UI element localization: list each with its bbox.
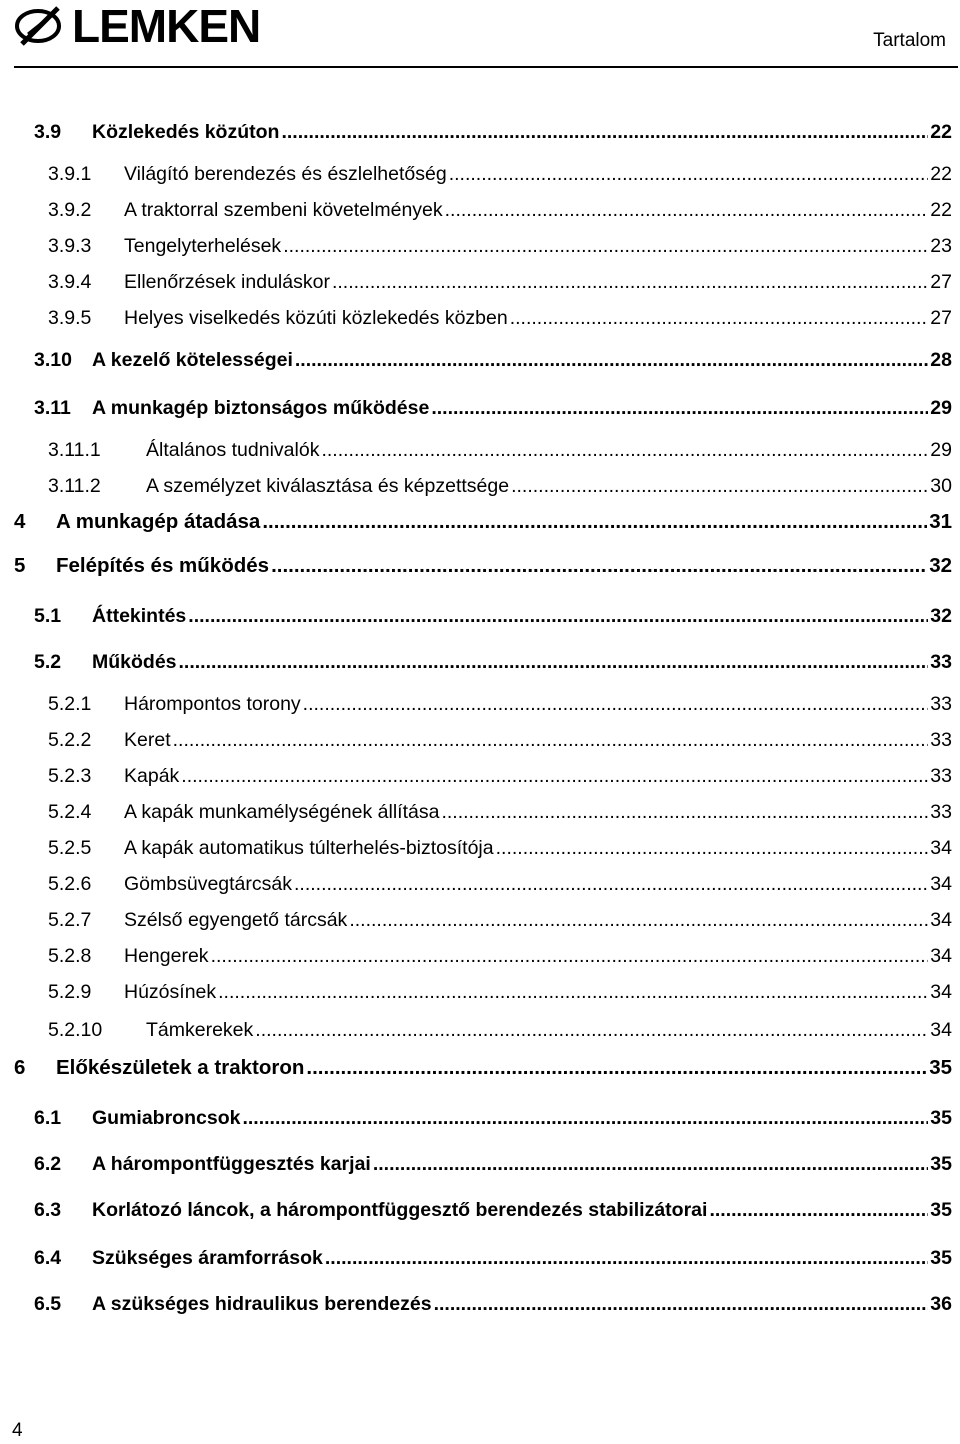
toc-entry-number: 5.1 (34, 605, 62, 627)
toc-leader-dots (321, 436, 928, 464)
toc-entry-page: 33 (930, 693, 952, 715)
toc-entry[interactable] (0, 726, 960, 754)
toc-entry-number: 3.9.1 (48, 163, 92, 185)
toc-leader-dots (218, 978, 928, 1006)
toc-leader-dots (271, 552, 927, 580)
toc-entry-number: 6.3 (34, 1199, 62, 1221)
toc-entry-page: 30 (930, 475, 952, 497)
toc-entry-title: Gumiabroncsok (92, 1107, 241, 1129)
toc-entry-number: 3.11.1 (48, 439, 101, 461)
toc-leader-dots (709, 1196, 928, 1224)
toc-leader-dots (349, 906, 928, 934)
toc-leader-dots (242, 1104, 928, 1132)
toc-entry-number: 3.11.2 (48, 475, 101, 497)
toc-entry[interactable] (0, 762, 960, 790)
toc-entry-number: 3.9.4 (48, 271, 92, 293)
toc-entry-number: 3.11 (34, 397, 71, 419)
toc-entry-title: Támkerekek (146, 1019, 254, 1041)
toc-entry-title: Korlátozó láncok, a hárompontfüggesztő berendezés stabilizátorai (92, 1199, 708, 1221)
header-divider (14, 66, 958, 68)
toc-leader-dots (211, 942, 929, 970)
toc-leader-dots (445, 196, 929, 224)
toc-entry-number: 3.9 (34, 121, 62, 143)
toc-entry-page: 29 (930, 439, 952, 461)
toc-entry-number: 5.2.5 (48, 837, 92, 859)
toc-entry[interactable] (0, 508, 960, 536)
toc-entry-title: Szükséges áramforrások (92, 1247, 323, 1269)
toc-entry-title: Tengelyterhelések (124, 235, 282, 257)
toc-entry[interactable] (0, 648, 960, 676)
toc-entry[interactable] (0, 906, 960, 934)
toc-leader-dots (255, 1016, 928, 1044)
toc-entry[interactable] (0, 160, 960, 188)
toc-entry-number: 4 (14, 510, 26, 533)
toc-entry[interactable] (0, 346, 960, 374)
toc-leader-dots (173, 726, 929, 754)
toc-entry[interactable] (0, 436, 960, 464)
toc-entry-number: 5.2.2 (48, 729, 92, 751)
lemken-logo (14, 2, 260, 50)
toc-entry-page: 34 (930, 981, 952, 1003)
toc-entry-page: 34 (930, 1019, 952, 1041)
toc-leader-dots (303, 690, 929, 718)
toc-entry-number: 5.2.7 (48, 909, 92, 931)
toc-entry[interactable] (0, 834, 960, 862)
toc-entry-number: 6.1 (34, 1107, 62, 1129)
toc-entry-title: A kezelő kötelességei (92, 349, 293, 371)
toc-entry-number: 5.2.10 (48, 1019, 103, 1041)
toc-entry-title: A traktorral szembeni követelmények (124, 199, 443, 221)
toc-entry-page: 34 (930, 873, 952, 895)
toc-leader-dots (510, 304, 929, 332)
toc-entry-number: 6.2 (34, 1153, 62, 1175)
toc-entry-page: 35 (930, 1107, 952, 1129)
toc-entry-title: A kapák automatikus túlterhelés-biztosítója (124, 837, 494, 859)
toc-entry-page: 34 (930, 837, 952, 859)
toc-leader-dots (511, 472, 928, 500)
toc-entry-page: 32 (930, 605, 952, 627)
toc-entry[interactable] (0, 304, 960, 332)
toc-leader-dots (431, 394, 928, 422)
page-number: 4 (12, 1420, 23, 1441)
toc-leader-dots (294, 870, 928, 898)
toc-entry-number: 6.5 (34, 1293, 62, 1315)
toc-entry-page: 33 (930, 801, 952, 823)
toc-entry-page: 22 (930, 163, 952, 185)
toc-entry-title: Közlekedés közúton (92, 121, 280, 143)
toc-leader-dots (283, 232, 928, 260)
toc-entry-page: 22 (930, 199, 952, 221)
toc-entry[interactable] (0, 472, 960, 500)
toc-entry-title: Világító berendezés és észlelhetőség (124, 163, 447, 185)
toc-entry-page: 31 (929, 510, 952, 533)
toc-entry-number: 5 (14, 554, 26, 577)
toc-entry-title: A kapák munkamélységének állítása (124, 801, 440, 823)
toc-leader-dots (179, 648, 929, 676)
toc-entry-page: 34 (930, 945, 952, 967)
toc-entry-title: Áttekintés (92, 605, 187, 627)
toc-leader-dots (281, 118, 928, 146)
toc-entry-number: 5.2.9 (48, 981, 92, 1003)
toc-entry-title: Gömbsüvegtárcsák (124, 873, 292, 895)
toc-entry-page: 27 (930, 307, 952, 329)
toc-leader-dots (332, 268, 928, 296)
toc-entry-title: Előkészületek a traktoron (56, 1056, 305, 1079)
toc-leader-dots (496, 834, 929, 862)
toc-entry-number: 3.9.2 (48, 199, 92, 221)
lemken-emblem-icon (14, 4, 66, 48)
toc-entry-title: Felépítés és működés (56, 554, 270, 577)
toc-entry-page: 23 (930, 235, 952, 257)
section-title: Tartalom (873, 30, 946, 51)
toc-entry[interactable] (0, 1290, 960, 1318)
toc-entry[interactable] (0, 118, 960, 146)
toc-entry-number: 3.9.5 (48, 307, 92, 329)
toc-entry-page: 22 (930, 121, 952, 143)
toc-entry[interactable] (0, 602, 960, 630)
toc-leader-dots (325, 1244, 928, 1272)
toc-entry-number: 5.2.8 (48, 945, 92, 967)
toc-entry-page: 35 (929, 1056, 952, 1079)
toc-entry-page: 35 (930, 1199, 952, 1221)
toc-entry-title: Keret (124, 729, 171, 751)
toc-entry-title: Szélső egyengető tárcsák (124, 909, 348, 931)
toc-entry-number: 5.2.4 (48, 801, 92, 823)
toc-entry-number: 3.10 (34, 349, 72, 371)
toc-entry-number: 6 (14, 1056, 26, 1079)
toc-entry-title: A hárompontfüggesztés karjai (92, 1153, 371, 1175)
toc-entry-title: A munkagép biztonságos működése (92, 397, 430, 419)
toc-leader-dots (434, 1290, 929, 1318)
toc-entry-number: 5.2 (34, 651, 62, 673)
brand-name: LEMKEN (72, 0, 261, 52)
toc-entry[interactable] (0, 870, 960, 898)
toc-entry-page: 33 (930, 651, 952, 673)
toc-entry-page: 28 (930, 349, 952, 371)
toc-entry-title: A munkagép átadása (56, 510, 261, 533)
toc-leader-dots (188, 602, 928, 630)
toc-entry[interactable] (0, 1016, 960, 1044)
toc-leader-dots (449, 160, 929, 188)
toc-entry[interactable] (0, 1150, 960, 1178)
toc-entry-page: 35 (930, 1153, 952, 1175)
toc-entry[interactable] (0, 942, 960, 970)
toc-leader-dots (306, 1054, 927, 1082)
toc-entry-title: A szükséges hidraulikus berendezés (92, 1293, 432, 1315)
toc-entry[interactable] (0, 1196, 960, 1224)
toc-entry[interactable] (0, 798, 960, 826)
toc-entry-page: 29 (930, 397, 952, 419)
toc-entry[interactable] (0, 690, 960, 718)
toc-leader-dots (295, 346, 928, 374)
toc-entry[interactable] (0, 268, 960, 296)
toc-entry[interactable] (0, 1244, 960, 1272)
toc-entry-number: 5.2.3 (48, 765, 92, 787)
toc-entry-title: Hárompontos torony (124, 693, 301, 715)
toc-entry-title: Általános tudnivalók (146, 439, 320, 461)
toc-entry-title: Húzósínek (124, 981, 217, 1003)
toc-entry-title: Működés (92, 651, 177, 673)
toc-entry-page: 33 (930, 765, 952, 787)
toc-entry[interactable] (0, 232, 960, 260)
toc-entry[interactable] (0, 394, 960, 422)
toc-leader-dots (181, 762, 928, 790)
toc-entry-page: 35 (930, 1247, 952, 1269)
toc-entry-page: 34 (930, 909, 952, 931)
toc-entry-title: Helyes viselkedés közúti közlekedés közben (124, 307, 508, 329)
toc-entry-number: 3.9.3 (48, 235, 92, 257)
toc-entry-number: 5.2.6 (48, 873, 92, 895)
toc-entry-page: 27 (930, 271, 952, 293)
toc-entry-title: A személyzet kiválasztása és képzettsége (146, 475, 510, 497)
toc-entry-number: 5.2.1 (48, 693, 92, 715)
page-header (0, 0, 960, 80)
toc-entry[interactable] (0, 196, 960, 224)
toc-leader-dots (441, 798, 928, 826)
toc-entry-page: 33 (930, 729, 952, 751)
toc-entry-title: Ellenőrzések induláskor (124, 271, 330, 293)
toc-entry-title: Kapák (124, 765, 180, 787)
toc-entry[interactable] (0, 978, 960, 1006)
toc-entry-number: 6.4 (34, 1247, 62, 1269)
toc-leader-dots (373, 1150, 928, 1178)
toc-entry[interactable] (0, 552, 960, 580)
toc-entry[interactable] (0, 1104, 960, 1132)
toc-entry-page: 32 (929, 554, 952, 577)
toc-entry[interactable] (0, 1054, 960, 1082)
toc-entry-page: 36 (930, 1293, 952, 1315)
toc-leader-dots (262, 508, 927, 536)
toc-entry-title: Hengerek (124, 945, 209, 967)
